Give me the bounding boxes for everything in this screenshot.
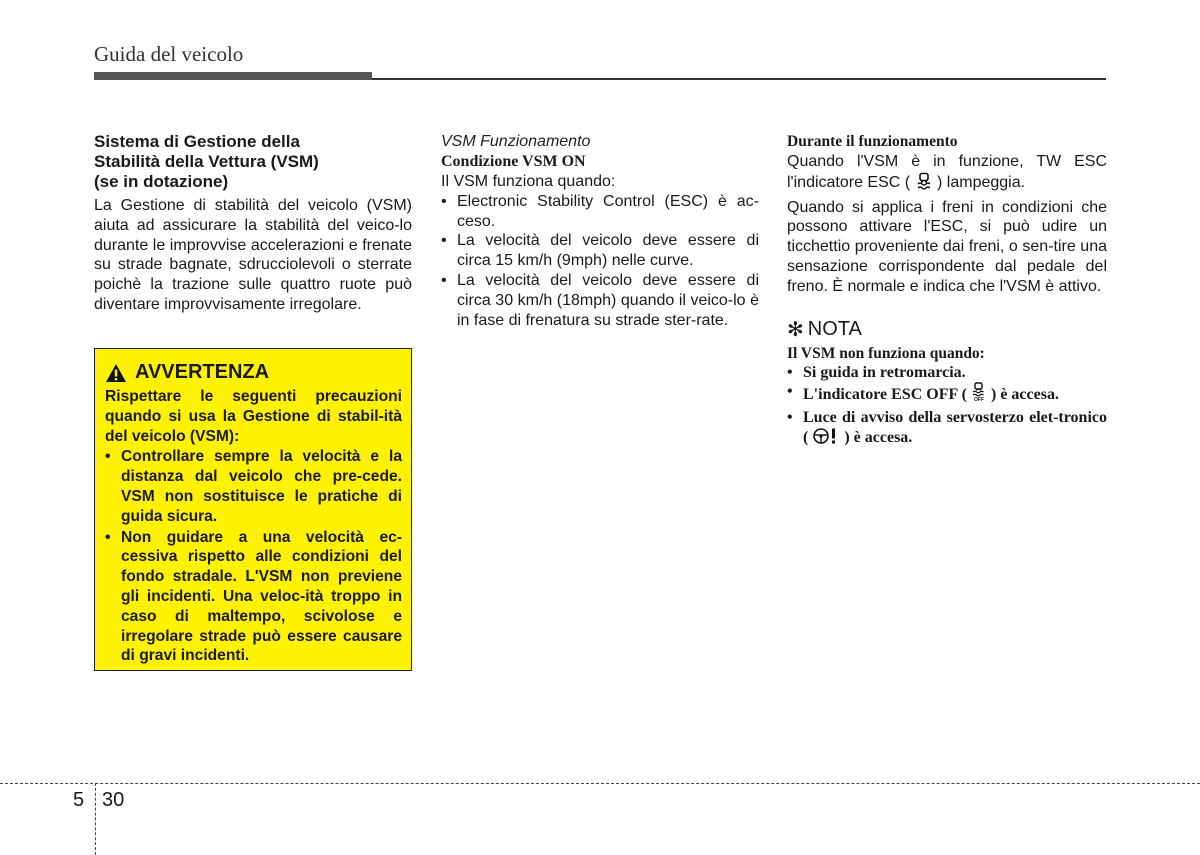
- esc-off-icon: [971, 382, 987, 408]
- warning-intro: Rispettare le seguenti precauzioni quando si usa la Gestione di stabil-ità del veicolo (VSM):: [105, 388, 402, 445]
- steering-warning-icon: [812, 427, 840, 451]
- header-rule-thin: [372, 78, 1106, 80]
- warning-box: [94, 348, 412, 671]
- note-list-item: • Si guida in retromarcia.: [787, 363, 1107, 383]
- note-list-item: • L'indicatore ESC OFF ( OFF ) è accesa.: [787, 382, 1107, 408]
- right-column: [787, 132, 1107, 451]
- section-title-line-3: (se in dotazione): [94, 172, 229, 191]
- middle-column: [441, 132, 759, 330]
- during-paragraph-1: Quando l'VSM è in funzione, TW ESC l'indicatore ESC ( ) lampeggia.: [787, 152, 1107, 196]
- warning-item-text: Controllare sempre la velocità e la distanza dal veicolo che pre-cede. VSM non sostituisce le pratiche di guida sicura.: [121, 448, 402, 525]
- condition-item-text: Electronic Stability Control (ESC) è ac-ceso.: [457, 192, 759, 230]
- condition-intro: Il VSM funziona quando:: [441, 173, 616, 190]
- subsection-title: VSM Funzionamento: [441, 133, 591, 150]
- svg-text:OFF: OFF: [974, 397, 984, 403]
- left-column: [94, 132, 412, 315]
- warning-triangle-icon: [105, 363, 127, 383]
- during-title: Durante il funzionamento: [787, 133, 958, 150]
- warning-list-item: • Controllare sempre la velocità e la distanza dal veicolo che pre-cede. VSM non sostituisce le pratiche di guida sicura.: [105, 448, 402, 525]
- section-title-line-2: Stabilità della Vettura (VSM): [94, 152, 319, 171]
- header-rule-thick: [94, 72, 372, 80]
- during-paragraph-2: Quando si applica i freni in condizioni che possono attivare l'ESC, si può udire un ticchettio proveniente dai freni, o sen-tire una sensazione corrispondente dal pedale del freno. È normale e indica che l'VSM è attivo.: [787, 198, 1107, 295]
- note-list-item: • Luce di avviso della servosterzo elet-tronico ( ) è accesa.: [787, 408, 1107, 451]
- note-item-text: L'indicatore ESC OFF ( OFF ) è accesa.: [803, 382, 1107, 408]
- footer-vertical-divider: [95, 783, 96, 855]
- note-intro: Il VSM non funziona quando:: [787, 344, 985, 362]
- condition-list-item: • La velocità del veicolo deve essere di circa 30 km/h (18mph) quando il veico-lo è in fase di frenatura su strade ster-rate.: [441, 271, 759, 329]
- note-star-icon: ✻: [787, 318, 804, 341]
- section-intro-paragraph: La Gestione di stabilità del veicolo (VSM) aiuta ad assicurare la stabilità del veico-lo durante le improvvise accelerazioni e frenate su strade bagnate, sdrucciolevoli o sterrate poichè la trazione sulle quattro ruote può diventare improvvisamente irregolare.: [94, 197, 412, 313]
- section-title-line-1: Sistema di Gestione della: [94, 132, 300, 151]
- condition-list-item: • Electronic Stability Control (ESC) è ac-ceso.: [441, 192, 759, 230]
- note-item-text: Si guida in retromarcia.: [803, 363, 966, 381]
- footer-divider: [0, 783, 1200, 784]
- warning-list-item: • Non guidare a una velocità ec-cessiva rispetto alle condizioni del fondo stradale. L'VSM non previene gli incidenti. Una veloc-ità troppo in caso di maltempo, scivolose e irregolare strade può essere causare di gravi incidenti.: [105, 528, 402, 665]
- esc-icon: [915, 172, 933, 196]
- page-number: 30: [102, 789, 125, 811]
- condition-title: Condizione VSM ON: [441, 153, 586, 170]
- chapter-number: 5: [73, 789, 85, 811]
- section-title: [94, 132, 412, 192]
- note-title: ✻ NOTA: [787, 317, 862, 341]
- condition-list-item: • La velocità del veicolo deve essere di circa 15 km/h (9mph) nelle curve.: [441, 232, 759, 270]
- note-item-text: Luce di avviso della servosterzo elet-tronico ( ) è accesa.: [803, 408, 1107, 451]
- page-header-title: Guida del veicolo: [94, 42, 244, 66]
- condition-item-text: La velocità del veicolo deve essere di circa 30 km/h (18mph) quando il veico-lo è in fase di frenatura su strade ster-rate.: [457, 271, 759, 329]
- condition-item-text: La velocità del veicolo deve essere di circa 15 km/h (9mph) nelle curve.: [457, 232, 759, 270]
- warning-header: [105, 361, 402, 384]
- warning-title: AVVERTENZA: [135, 361, 270, 383]
- warning-item-text: Non guidare a una velocità ec-cessiva rispetto alle condizioni del fondo stradale. L'VSM non previene gli incidenti. Una veloc-ità troppo in caso di maltempo, scivolose e irregolare strade può essere causare di gravi incidenti.: [121, 528, 402, 665]
